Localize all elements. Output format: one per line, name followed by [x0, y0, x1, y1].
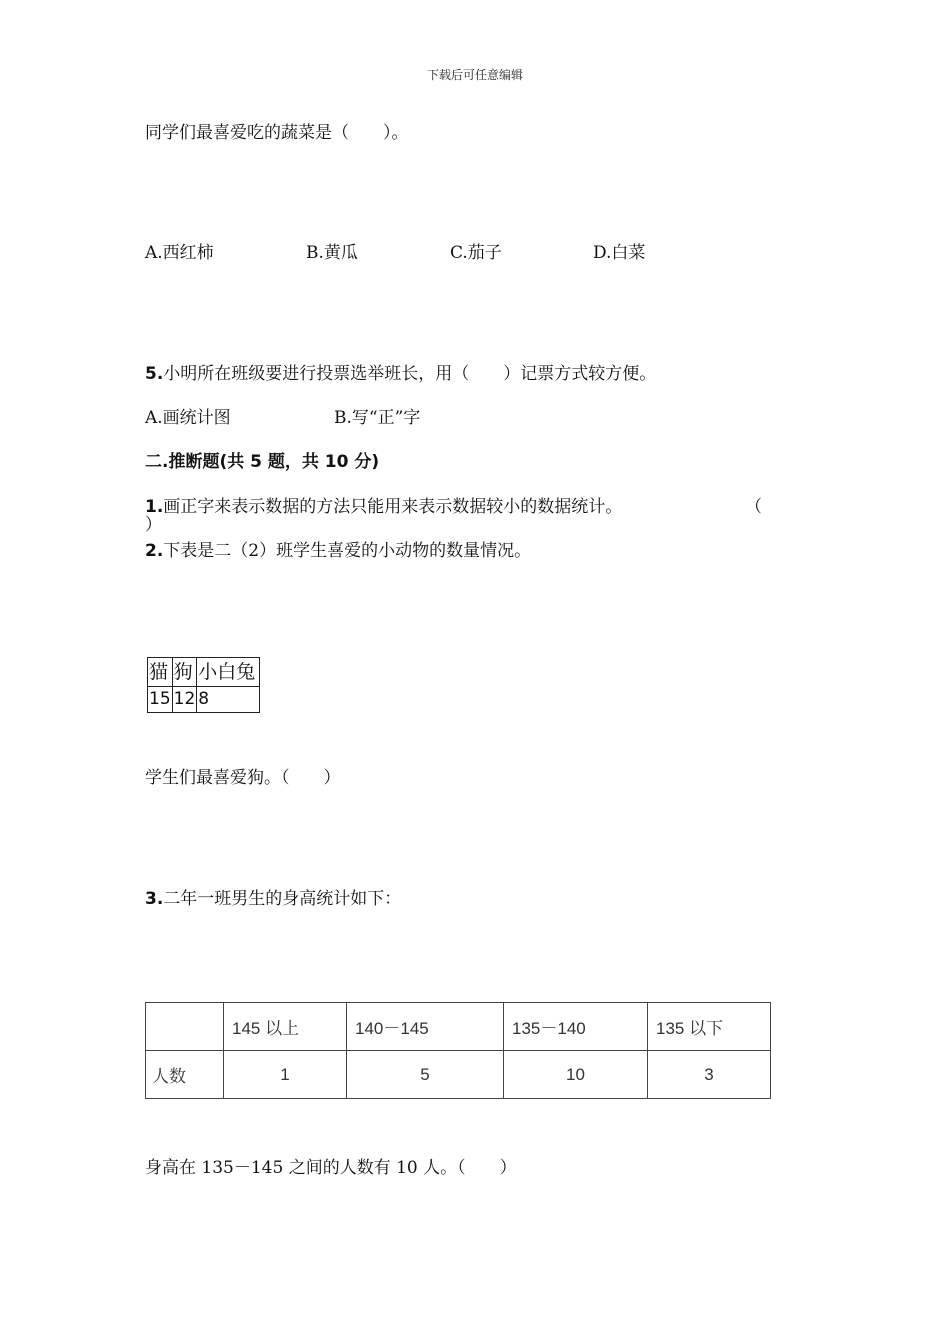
- table-header-cell: 小白兔: [197, 658, 260, 687]
- table-cell: 12: [172, 687, 197, 713]
- q5-option-a: A.画统计图: [145, 408, 231, 428]
- table-header-cell: [146, 1003, 224, 1051]
- j1-question: [145, 492, 622, 517]
- page-header: 下载后可任意编辑: [426, 68, 523, 82]
- table-header-cell: 135－140: [504, 1003, 648, 1051]
- q5-number: 5.: [145, 364, 164, 384]
- table-header-cell: 猫: [148, 658, 173, 687]
- table-row: [148, 687, 260, 713]
- section-title: 二.推断题(共 5 题，共 10 分): [145, 452, 380, 472]
- q5-option-b: B.写“正”字: [334, 408, 421, 428]
- q5-text: 小明所在班级要进行投票选举班长，用（ ）记票方式较方便。: [163, 364, 657, 384]
- table-row: [146, 1051, 771, 1099]
- j1-number: 1.: [145, 497, 164, 517]
- table-cell: 15: [148, 687, 173, 713]
- q5-question: [145, 359, 656, 384]
- pets-table: [147, 657, 260, 713]
- table-cell: 10: [504, 1051, 648, 1099]
- j2-question: [145, 536, 531, 561]
- j3-text: 二年一班男生的身高统计如下：: [163, 889, 402, 909]
- heights-table: [145, 1002, 771, 1099]
- table-header-cell: 140－145: [347, 1003, 504, 1051]
- table-header-cell: 135 以下: [648, 1003, 771, 1051]
- j3-number: 3.: [145, 889, 164, 909]
- table-cell: 1: [224, 1051, 347, 1099]
- table-row-label: 人数: [146, 1051, 224, 1099]
- j1-paren-open: （: [745, 497, 762, 517]
- q4-option-d: D.白菜: [593, 243, 646, 263]
- q4-option-c: C.茄子: [450, 243, 502, 263]
- table-header-cell: 狗: [172, 658, 197, 687]
- j2-statement: 学生们最喜爱狗。（ ）: [145, 768, 341, 788]
- table-header-cell: 145 以上: [224, 1003, 347, 1051]
- table-row: [148, 658, 260, 687]
- j3-question: [145, 884, 401, 909]
- j2-number: 2.: [145, 541, 164, 561]
- j3-statement: 身高在 135－145 之间的人数有 10 人。（ ）: [145, 1158, 517, 1178]
- table-cell: 3: [648, 1051, 771, 1099]
- table-row: [146, 1003, 771, 1051]
- table-cell: 8: [197, 687, 260, 713]
- q4-option-b: B.黄瓜: [306, 243, 358, 263]
- j1-paren-close: ）: [145, 515, 162, 535]
- q4-question: 同学们最喜爱吃的蔬菜是（ ）。: [145, 123, 409, 143]
- j2-text: 下表是二（2）班学生喜爱的小动物的数量情况。: [163, 541, 532, 561]
- j1-text: 画正字来表示数据的方法只能用来表示数据较小的数据统计。: [163, 497, 623, 517]
- table-cell: 5: [347, 1051, 504, 1099]
- q4-option-a: A.西红柿: [145, 243, 214, 263]
